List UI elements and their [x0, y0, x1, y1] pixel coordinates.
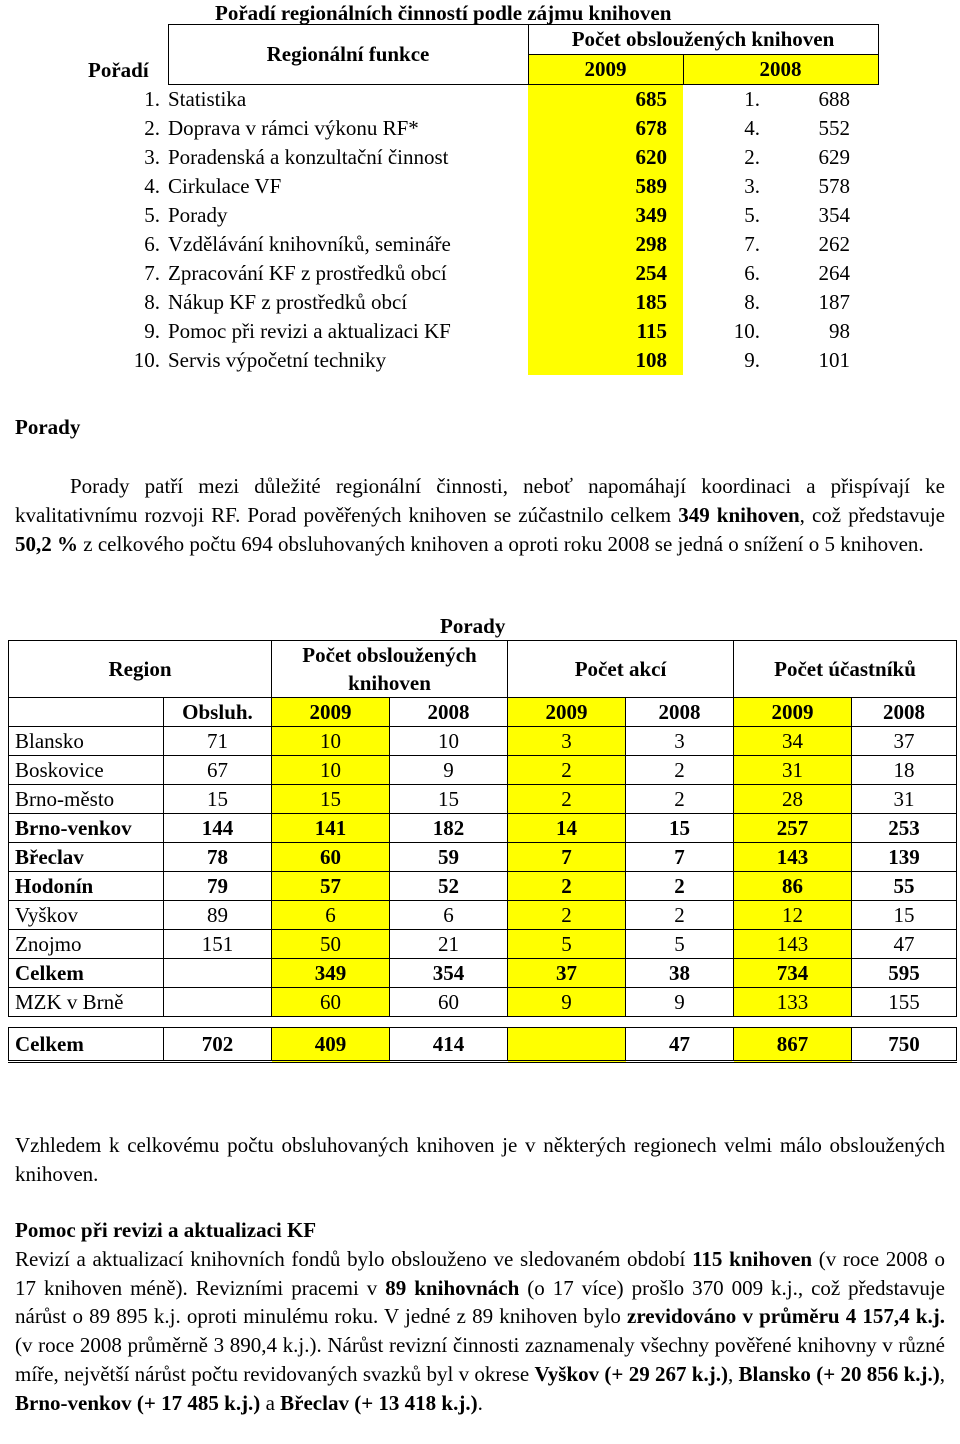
- e09-cell: 2: [508, 756, 626, 785]
- year-2009-header: 2009: [528, 55, 683, 85]
- rank-cell: 6.: [144, 232, 160, 256]
- rank-cell: 8.: [144, 290, 160, 314]
- count-2009-cell: 298: [528, 230, 683, 259]
- p09-cell: 143: [734, 930, 852, 959]
- section-heading-porady: Porady: [15, 415, 81, 439]
- region-cell: Blansko: [9, 727, 164, 756]
- l09-cell: 60: [272, 988, 390, 1017]
- para3-bold-1: 115 knihoven: [692, 1247, 813, 1271]
- rank-2008-cell: [683, 85, 878, 115]
- obsluh-cell: 89: [164, 901, 272, 930]
- count-2009-cell: 620: [528, 143, 683, 172]
- libs-2009-header: 2009: [272, 698, 390, 727]
- l09-cell: 50: [272, 930, 390, 959]
- p09-cell: 257: [734, 814, 852, 843]
- para1-text-1: Porady patří mezi důležité regionální činnosti, neboť napomáhají koordinaci a přispívají ke kvalitativnímu rozvoji RF. Porad pověřených knihoven se zúčastnilo celkem: [15, 474, 945, 527]
- participants-2009-header: 2009: [734, 698, 852, 727]
- spacer-cell: [164, 1017, 272, 1028]
- function-name-cell: Doprava v rámci výkonu RF*: [168, 116, 419, 140]
- porady-table: [8, 640, 957, 1063]
- p08-cell: 15: [852, 901, 957, 930]
- libs-header: Počet obsloužených knihoven: [272, 641, 508, 698]
- table-row: [88, 143, 878, 172]
- table-row: [88, 317, 878, 346]
- l08-cell: 354: [390, 959, 508, 988]
- table-row: [9, 785, 957, 814]
- para3-bold-6: Brno-venkov (+ 17 485 k.j.): [15, 1390, 261, 1415]
- p08-cell: 55: [852, 872, 957, 901]
- function-name-cell: Zpracování KF z prostředků obcí: [168, 261, 447, 285]
- table-row: [88, 172, 878, 201]
- libs-2008-header: 2008: [390, 698, 508, 727]
- function-name-cell: Nákup KF z prostředků obcí: [168, 290, 408, 314]
- e08-cell: 2: [626, 756, 734, 785]
- function-name-cell: Porady: [168, 203, 228, 227]
- count-2008-value: 187: [818, 290, 850, 314]
- para3-text-7: a: [260, 1390, 281, 1415]
- section-heading-revize: Pomoc při revizi a aktualizaci KF: [15, 1218, 317, 1242]
- para1-text-2: , což představuje: [799, 503, 945, 527]
- table2-title: Porady: [440, 614, 506, 638]
- obsluh-cell: 15: [164, 785, 272, 814]
- p08-cell: 18: [852, 756, 957, 785]
- para3-text-1: Revizí a aktualizací knihovních fondů bylo obslouženo ve sledovaném období: [15, 1247, 693, 1271]
- region-header: Region: [9, 641, 272, 698]
- p08-cell: 37: [852, 727, 957, 756]
- porady-paragraph: [15, 472, 945, 559]
- region-cell: Vyškov: [9, 901, 164, 930]
- regional-functions-table: [88, 24, 879, 375]
- count-2009-cell: 349: [528, 201, 683, 230]
- rank-cell: 4.: [144, 174, 160, 198]
- l08-cell: 182: [390, 814, 508, 843]
- p09-cell: 28: [734, 785, 852, 814]
- l08-cell: 21: [390, 930, 508, 959]
- para3-bold-2: 89 knihovnách: [385, 1275, 520, 1300]
- table-row: [9, 814, 957, 843]
- total-row: [9, 1028, 957, 1062]
- count-2008-value: 262: [818, 232, 850, 256]
- para3-text-6: ,: [939, 1361, 946, 1386]
- table-row: [88, 259, 878, 288]
- e08-cell: 7: [626, 843, 734, 872]
- table-row: [88, 288, 878, 317]
- e09-cell: 2: [508, 872, 626, 901]
- spacer-cell: [272, 1017, 390, 1028]
- l09-cell: 10: [272, 756, 390, 785]
- e09-cell: 37: [508, 959, 626, 988]
- table-row: [9, 872, 957, 901]
- table-row: [9, 756, 957, 785]
- region-cell: Znojmo: [9, 930, 164, 959]
- rank-2008-cell: [683, 288, 878, 317]
- p09-cell: 31: [734, 756, 852, 785]
- count-2009-cell: 685: [528, 85, 683, 115]
- e08-cell: 38: [626, 959, 734, 988]
- p09-cell: 143: [734, 843, 852, 872]
- table-row: [9, 901, 957, 930]
- p09-cell: 867: [734, 1028, 852, 1062]
- rank-2008-cell: [683, 114, 878, 143]
- count-2008-value: 578: [818, 174, 850, 198]
- para3-text-3: (o 17 více) prošlo 370 009 k.j., což představuje nárůst o 89 895 k.j. oproti minulému roku. V jedné z 89 knihoven bylo: [15, 1275, 945, 1329]
- rank-2008-cell: [683, 172, 878, 201]
- l09-cell: 60: [272, 843, 390, 872]
- rank-cell: 1.: [144, 86, 160, 111]
- l08-cell: 52: [390, 872, 508, 901]
- e08-cell: 2: [626, 872, 734, 901]
- e09-cell: 5: [508, 930, 626, 959]
- e08-cell: 2: [626, 901, 734, 930]
- l09-cell: 15: [272, 785, 390, 814]
- participants-header: Počet účastníků: [734, 641, 957, 698]
- region-cell: Brno-město: [9, 785, 164, 814]
- e08-cell: 15: [626, 814, 734, 843]
- blank-header: [9, 698, 164, 727]
- region-cell: Boskovice: [9, 756, 164, 785]
- spacer-cell: [734, 1017, 852, 1028]
- e09-cell: 2: [508, 901, 626, 930]
- table-row: [9, 843, 957, 872]
- count-2008-value: 552: [818, 116, 850, 140]
- rank-header: Pořadí: [88, 57, 149, 82]
- p08-cell: 750: [852, 1028, 957, 1062]
- rank-cell: 5.: [144, 203, 160, 227]
- participants-2008-header: 2008: [852, 698, 957, 727]
- function-name-cell: Vzdělávání knihovníků, semináře: [168, 232, 451, 256]
- count-2009-cell: 115: [528, 317, 683, 346]
- table-row: [88, 85, 878, 115]
- function-name-cell: Poradenská a konzultační činnost: [168, 145, 449, 169]
- para3-text-5: ,: [727, 1361, 739, 1386]
- rank-cell: 2.: [144, 116, 160, 140]
- table-row: [9, 727, 957, 756]
- l08-cell: 9: [390, 756, 508, 785]
- rank-cell: 10.: [133, 348, 160, 372]
- region-cell: Celkem: [9, 1028, 164, 1062]
- e08-cell: 5: [626, 930, 734, 959]
- l09-cell: 349: [272, 959, 390, 988]
- p08-cell: 253: [852, 814, 957, 843]
- count-2009-cell: 589: [528, 172, 683, 201]
- para1-bold-2: 50,2 %: [15, 532, 78, 556]
- rank-2008-value: 6.: [744, 261, 760, 285]
- region-cell: Celkem: [9, 959, 164, 988]
- count-2008-value: 354: [818, 203, 850, 227]
- obsluh-cell: 79: [164, 872, 272, 901]
- spacer-cell: [508, 1017, 626, 1028]
- p09-cell: 34: [734, 727, 852, 756]
- function-name-cell: Pomoc při revizi a aktualizaci KF: [168, 319, 451, 343]
- rank-2008-value: 5.: [744, 203, 760, 227]
- p08-cell: 595: [852, 959, 957, 988]
- p09-cell: 133: [734, 988, 852, 1017]
- l08-cell: 59: [390, 843, 508, 872]
- spacer-cell: [852, 1017, 957, 1028]
- count-2008-value: 101: [818, 348, 850, 372]
- para3-bold-5: Blansko (+ 20 856 k.j.): [738, 1361, 940, 1386]
- e08-cell: 9: [626, 988, 734, 1017]
- count-2009-cell: 185: [528, 288, 683, 317]
- p08-cell: 31: [852, 785, 957, 814]
- function-name-cell: Servis výpočetní techniky: [168, 348, 387, 372]
- rank-2008-cell: [683, 230, 878, 259]
- para3-bold-7: Břeclav (+ 13 418 k.j.): [280, 1390, 478, 1415]
- table-row: [9, 988, 957, 1017]
- rank-cell: 7.: [144, 261, 160, 285]
- region-cell: Brno-venkov: [9, 814, 164, 843]
- count-2008-value: 98: [829, 319, 850, 343]
- para3-bold-4: Vyškov (+ 29 267 k.j.): [534, 1361, 728, 1386]
- l09-cell: 141: [272, 814, 390, 843]
- rank-cell: 9.: [144, 319, 160, 343]
- function-name-cell: Statistika: [168, 87, 247, 111]
- rank-2008-cell: [683, 143, 878, 172]
- obsluh-cell: [164, 959, 272, 988]
- obsluh-cell: 144: [164, 814, 272, 843]
- rank-2008-cell: [683, 317, 878, 346]
- year-2008-header: 2008: [683, 55, 878, 85]
- regions-note: Vzhledem k celkovému počtu obsluhovaných knihoven je v některých regionech velmi málo obsloužených knihoven.: [15, 1133, 945, 1186]
- count-2008-value: 629: [818, 145, 850, 169]
- l08-cell: 10: [390, 727, 508, 756]
- obsluh-cell: 67: [164, 756, 272, 785]
- l08-cell: 60: [390, 988, 508, 1017]
- para3-bold-3: zrevidováno v průměru 4 157,4 k.j.: [627, 1304, 945, 1329]
- p09-cell: 12: [734, 901, 852, 930]
- p09-cell: 86: [734, 872, 852, 901]
- l08-cell: 15: [390, 785, 508, 814]
- table-row: [9, 959, 957, 988]
- spacer-cell: [390, 1017, 508, 1028]
- rank-2008-cell: [683, 201, 878, 230]
- function-header: Regionální funkce: [168, 25, 528, 85]
- rank-2008-value: 7.: [744, 232, 760, 256]
- l09-cell: 10: [272, 727, 390, 756]
- events-2008-header: 2008: [626, 698, 734, 727]
- l09-cell: 6: [272, 901, 390, 930]
- region-cell: MZK v Brně: [9, 988, 164, 1017]
- table-row: [88, 201, 878, 230]
- rank-cell: 3.: [144, 145, 160, 169]
- spacer-cell: [626, 1017, 734, 1028]
- rank-2008-value: 3.: [744, 174, 760, 198]
- l09-cell: 409: [272, 1028, 390, 1062]
- spacer-row: [9, 1017, 957, 1028]
- para1-text-3: z celkového počtu 694 obsluhovaných knihoven a oproti roku 2008 se jedná o snížení o 5 knihoven.: [78, 532, 924, 556]
- e09-cell: 9: [508, 988, 626, 1017]
- p08-cell: 47: [852, 930, 957, 959]
- rank-2008-cell: [683, 259, 878, 288]
- table-row: [88, 346, 878, 375]
- obsluh-cell: 702: [164, 1028, 272, 1062]
- rank-2008-value: 4.: [744, 116, 760, 140]
- count-2008-value: 264: [818, 261, 850, 285]
- rank-2008-cell: [683, 346, 878, 375]
- revize-paragraph: [15, 1245, 945, 1417]
- l09-cell: 57: [272, 872, 390, 901]
- count-header: Počet obsloužených knihoven: [528, 25, 878, 55]
- e09-cell: [508, 1028, 626, 1062]
- count-2009-cell: 678: [528, 114, 683, 143]
- e08-cell: 2: [626, 785, 734, 814]
- obsluh-header: Obsluh.: [164, 698, 272, 727]
- e09-cell: 2: [508, 785, 626, 814]
- table-row: [9, 930, 957, 959]
- function-name-cell: Cirkulace VF: [168, 174, 282, 198]
- count-2009-cell: 254: [528, 259, 683, 288]
- para1-bold-1: 349 knihoven: [678, 503, 800, 527]
- events-header: Počet akcí: [508, 641, 734, 698]
- para3-text-2: (v roce 2008 o 17 knihoven méně). Revizními pracemi v: [15, 1247, 945, 1300]
- obsluh-cell: 151: [164, 930, 272, 959]
- rank-2008-value: 10.: [733, 319, 760, 343]
- region-cell: Hodonín: [9, 872, 164, 901]
- region-cell: Břeclav: [9, 843, 164, 872]
- rank-2008-value: 2.: [744, 145, 760, 169]
- p09-cell: 734: [734, 959, 852, 988]
- e09-cell: 14: [508, 814, 626, 843]
- para3-text-8: .: [477, 1390, 483, 1415]
- obsluh-cell: 71: [164, 727, 272, 756]
- obsluh-cell: 78: [164, 843, 272, 872]
- rank-2008-value: 1.: [744, 87, 760, 111]
- count-2009-cell: 108: [528, 346, 683, 375]
- e08-cell: 3: [626, 727, 734, 756]
- events-2009-header: 2009: [508, 698, 626, 727]
- rank-2008-value: 9.: [744, 348, 760, 372]
- table-row: [88, 114, 878, 143]
- count-2008-value: 688: [818, 87, 850, 111]
- table1-title: Pořadí regionálních činností podle zájmu knihoven: [215, 1, 672, 25]
- e08-cell: 47: [626, 1028, 734, 1062]
- table-row: [88, 230, 878, 259]
- e09-cell: 3: [508, 727, 626, 756]
- spacer-cell: [9, 1017, 164, 1028]
- para3-text-4: (v roce 2008 průměrně 3 890,4 k.j.). Nárůst revizní činnosti zaznamenaly všechny pověřené knihovny v různé míře, největší nárůst počtu revidovaných svazků byl v okrese: [15, 1333, 945, 1386]
- l08-cell: 414: [390, 1028, 508, 1062]
- e09-cell: 7: [508, 843, 626, 872]
- obsluh-cell: [164, 988, 272, 1017]
- p08-cell: 139: [852, 843, 957, 872]
- rank-2008-value: 8.: [744, 290, 760, 314]
- p08-cell: 155: [852, 988, 957, 1017]
- l08-cell: 6: [390, 901, 508, 930]
